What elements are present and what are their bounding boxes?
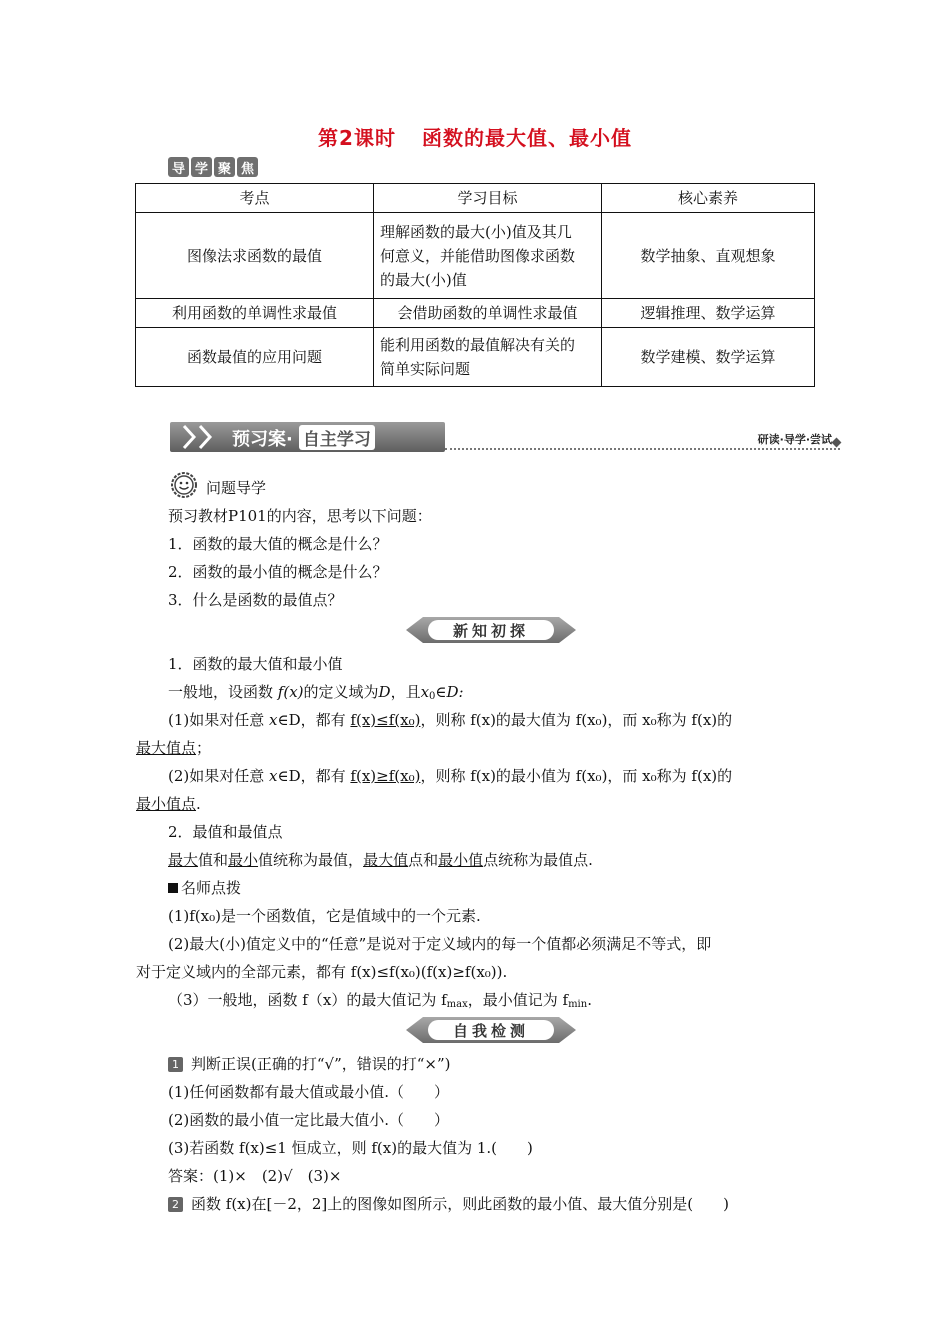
table-row <box>136 213 815 299</box>
section-label: 自我检测 <box>428 1020 554 1040</box>
preview-banner <box>170 422 840 452</box>
table-cell: 图像法求函数的最值 <box>136 213 374 299</box>
table-cell: 函数最值的应用问题 <box>136 328 374 387</box>
definition-line: 一般地，设函数 f(x)的定义域为D，且$x_0\in D$: <box>168 683 464 702</box>
badge-char: 学 <box>191 157 212 177</box>
goal-line: 理解函数的最大(小)值及其几 <box>380 222 572 241</box>
underlined-inequality: f(x)≤f(x₀) <box>350 711 421 729</box>
underlined-inequality: f(x)≥f(x₀) <box>350 767 421 785</box>
goal-line: 简单实际问题 <box>380 360 471 378</box>
check-item: (3)若函数 f(x)≤1 恒成立，则 f(x)的最大值为 1.( ) <box>168 1139 533 1157</box>
guide-question: 3．什么是函数的最值点？ <box>168 591 343 609</box>
smiley-icon <box>170 471 198 499</box>
definition-min-end: 最小值点. <box>136 795 201 813</box>
badge-char: 焦 <box>237 157 258 177</box>
question-number: 1 <box>168 1057 183 1072</box>
tip-item: (1)f(x₀)是一个函数值，它是值域中的一个元素. <box>168 907 481 925</box>
banner-boxed: 自主学习 <box>299 425 375 450</box>
check-item: (1)任何函数都有最大值或最小值.（ ） <box>168 1083 450 1101</box>
focus-badges <box>168 157 258 177</box>
knowledge-heading: 2．最值和最值点 <box>168 823 283 841</box>
table-cell: 逻辑推理、数学运算 <box>602 299 815 328</box>
min-point-term: 最小值点 <box>136 795 197 813</box>
table-header: 考点 <box>136 184 374 213</box>
tips-heading: 名师点拨 <box>168 877 241 898</box>
question-number: 2 <box>168 1197 183 1212</box>
tip-item: 对于定义域内的全部元素，都有 f(x)≤f(x₀)(f(x)≥f(x₀)). <box>136 963 508 981</box>
section-self-check <box>406 1017 576 1043</box>
dotted-divider <box>445 448 840 450</box>
tip-item: (2)最大(小)值定义中的“任意”是说对于定义域内的每一个值都必须满足不等式，即 <box>168 935 712 953</box>
square-bullet-icon <box>168 883 178 893</box>
chevron-right-icon <box>182 424 198 450</box>
guide-heading: 问题导学 <box>206 479 267 497</box>
table-header: 学习目标 <box>374 184 602 213</box>
section-label: 新知初探 <box>428 620 554 640</box>
guide-intro: 预习教材P101的内容，思考以下问题： <box>168 507 432 525</box>
table-cell <box>374 213 602 299</box>
page-title <box>0 122 950 151</box>
goal-line: 的最大(小)值 <box>380 270 467 289</box>
table-cell: 数学抽象、直观想象 <box>602 213 815 299</box>
chevron-right-icon <box>198 424 214 450</box>
definition-min: (2)如果对任意 x∈D，都有 f(x)≥f(x₀)，则称 f(x)的最小值为 f(x₀)，而 x₀称为 f(x)的 <box>168 767 733 785</box>
lesson-topic: 函数的最大值、最小值 <box>421 126 632 150</box>
lesson-number: 第2课时 <box>318 126 396 150</box>
knowledge-heading: 1．函数的最大值和最小值 <box>168 655 343 673</box>
table-cell: 利用函数的单调性求最值 <box>136 299 374 328</box>
banner-title <box>232 425 375 451</box>
tip-item: （3）一般地，函数 f（x）的最大值记为 $f_{max}$，最小值记为 $f_{min}$. <box>168 991 592 1010</box>
diamond-icon <box>832 438 842 448</box>
table-cell: 会借助函数的单调性求最值 <box>374 299 602 328</box>
banner-subtitle: 研读·导学·尝试 <box>757 433 832 446</box>
table-row <box>136 328 815 387</box>
table-row <box>136 299 815 328</box>
check-question: 2 函数 f(x)在[－2，2]上的图像如图所示，则此函数的最小值、最大值分别是( ) <box>168 1193 729 1214</box>
badge-char: 聚 <box>214 157 235 177</box>
objectives-table <box>135 183 815 387</box>
max-point-term: 最大值点 <box>136 739 197 757</box>
banner-left: 预习案· <box>232 429 293 450</box>
table-header: 核心素养 <box>602 184 815 213</box>
check-question: 1 判断正误(正确的打“√”，错误的打“×”) <box>168 1053 451 1074</box>
definition-max: (1)如果对任意 x∈D，都有 f(x)≤f(x₀)，则称 f(x)的最大值为 f(x₀)，而 x₀称为 f(x)的 <box>168 711 733 729</box>
check-item: (2)函数的最小值一定比最大值小.（ ） <box>168 1111 450 1129</box>
section-new-knowledge <box>406 617 576 643</box>
badge-char: 导 <box>168 157 189 177</box>
goal-line: 何意义，并能借助图像求函数 <box>380 246 576 265</box>
table-cell <box>374 328 602 387</box>
goal-line: 能利用函数的最值解决有关的 <box>380 336 576 354</box>
guide-question: 1．函数的最大值的概念是什么？ <box>168 535 388 553</box>
table-cell: 数学建模、数学运算 <box>602 328 815 387</box>
check-answer: 答案：(1)× (2)√ (3)× <box>168 1167 342 1185</box>
definition-max-end: 最大值点； <box>136 739 212 757</box>
guide-question: 2．函数的最小值的概念是什么？ <box>168 563 388 581</box>
extreme-summary: 最大值和最小值统称为最值，最大值点和最小值点统称为最值点. <box>168 851 593 869</box>
